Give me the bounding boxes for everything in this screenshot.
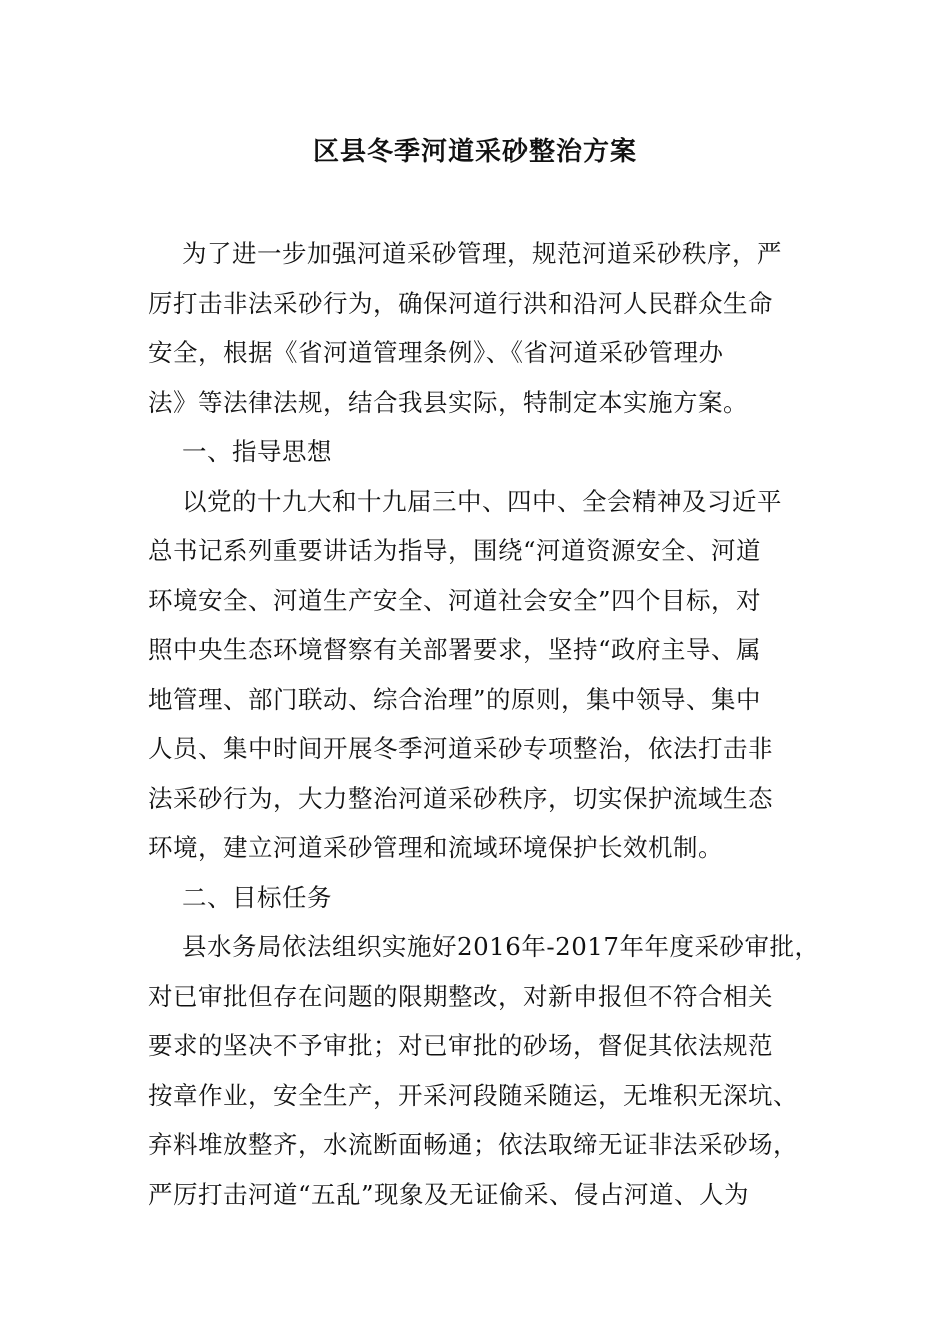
section-heading: 二、目标任务	[182, 882, 332, 912]
paragraph-line: 法》等法律法规，结合我县实际，特制定本实施方案。	[148, 387, 748, 417]
paragraph-line: 环境安全、河道生产安全、河道社会安全”四个目标，对	[148, 585, 762, 615]
paragraph-line: 人员、集中时间开展冬季河道采砂专项整治，依法打击非	[148, 734, 773, 763]
paragraph-line: 安全，根据《省河道管理条例》、《省河道采砂管理办	[148, 338, 724, 367]
document-title: 区县冬季河道采砂整治方案	[312, 137, 637, 167]
paragraph-line: 县水务局依法组织实施好2016年-2017年年度采砂审批，	[182, 932, 820, 961]
paragraph-line: 按章作业，安全生产，开采河段随采随运，无堆积无深坑、	[148, 1080, 798, 1110]
paragraph-line: 严厉打击河道“五乱”现象及无证偷采、侵占河道、人为	[148, 1179, 750, 1209]
paragraph-line: 为了进一步加强河道采砂管理，规范河道采砂秩序，严	[182, 239, 782, 268]
paragraph-line: 要求的坚决不予审批；对已审批的砂场，督促其依法规范	[148, 1031, 773, 1060]
paragraph-line: 对已审批但存在问题的限期整改，对新申报但不符合相关	[148, 981, 773, 1011]
paragraph-line: 照中央生态环境督察有关部署要求，坚持“政府主导、属	[148, 635, 762, 664]
paragraph-line: 厉打击非法采砂行为，确保河道行洪和沿河人民群众生命	[148, 288, 773, 318]
paragraph-line: 地管理、部门联动、综合治理”的原则，集中领导、集中	[148, 684, 762, 714]
paragraph-line: 弃料堆放整齐，水流断面畅通；依法取缔无证非法采砂场，	[148, 1130, 798, 1159]
paragraph-line: 环境，建立河道采砂管理和流域环境保护长效机制。	[148, 833, 723, 862]
paragraph-line: 总书记系列重要讲话为指导，围绕“河道资源安全、河道	[148, 536, 762, 565]
section-heading: 一、指导思想	[182, 437, 332, 466]
paragraph-line: 以党的十九大和十九届三中、四中、全会精神及习近平	[182, 486, 782, 516]
document-body	[148, 229, 820, 1219]
paragraph-line: 法采砂行为，大力整治河道采砂秩序，切实保护流域生态	[148, 783, 773, 813]
